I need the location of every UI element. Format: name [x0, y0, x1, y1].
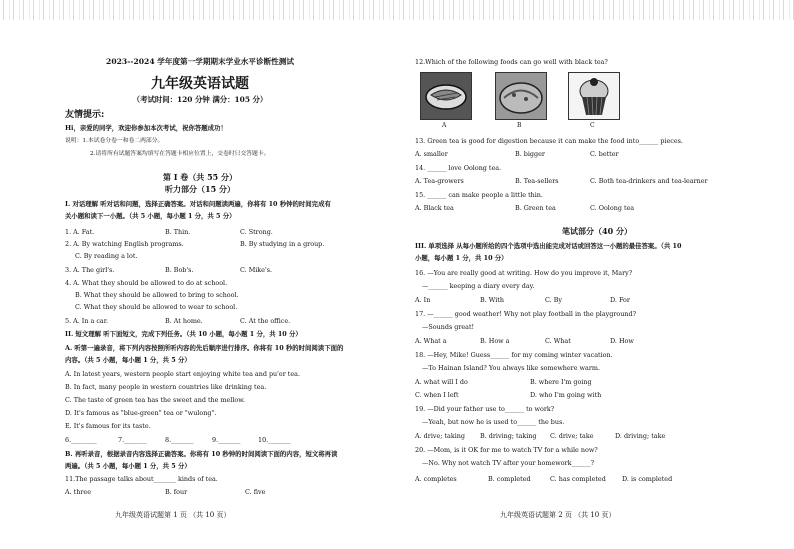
q13-stem: 13. Green tea is good for digestion because it can make the food into______ pieces. [415, 137, 683, 145]
q1-option-b: B. Thin. [165, 228, 191, 236]
q20-option-d: D. is completed [622, 475, 673, 483]
section-a-instructions-cont: 内容。（共 5 小题，每小题 1 分，共 5 分） [65, 356, 191, 364]
q17-reply: —Sounds great! [422, 323, 475, 331]
q20-option-b: B. completed [488, 475, 531, 483]
q11-option-b: B. four [165, 488, 188, 496]
blank-10[interactable]: 10._______ [258, 436, 291, 444]
q18-option-d: D. who I'm going with [530, 391, 602, 399]
q17-option-d: D. How [610, 337, 634, 345]
q12-stem: 12.Which of the following foods can go well with black tea? [415, 58, 608, 66]
q13-option-c: C. better [590, 150, 619, 158]
statement-e: E. It's famous for its taste. [65, 422, 151, 430]
tip-title: 友情提示: [65, 110, 105, 120]
section-1-instructions: I. 对话理解 听对话和问题，选择正确答案。对话和问题读两遍，你将有 10 秒钟的时间完成有 [65, 200, 331, 208]
listening-title: 听力部分（15 分） [165, 184, 235, 194]
q17-option-a: A. What a [415, 337, 447, 345]
q16-option-a: A. In [415, 296, 431, 304]
q20-option-c: C. has completed [550, 475, 606, 483]
q11-option-c: C. five [245, 488, 266, 496]
q13-option-a: A. smaller [415, 150, 448, 158]
q16-option-d: D. For [610, 296, 630, 304]
q19-option-b: B. driving; taking [480, 432, 537, 440]
q13-option-b: B. bigger [515, 150, 545, 158]
q14-stem: 14. ______ love Oolong tea. [415, 164, 502, 172]
footer-left: 九年级英语试题第 1 页 （共 10 页） [115, 511, 231, 519]
q16-stem: 16. —You are really good at writing. How do you improve it, Mary? [415, 269, 633, 277]
blank-8[interactable]: 8._______ [165, 436, 194, 444]
pic-label-b: B [517, 122, 522, 129]
q19-stem: 19. —Did your father use to______ to work? [415, 405, 555, 413]
q19-option-d: D. driving; take [615, 432, 666, 440]
footer-right: 九年级英语试题第 2 页 （共 10 页） [500, 511, 616, 519]
q17-stem: 17. —______ good weather! Why not play football in the playground? [415, 310, 636, 318]
q15-option-a: A. Black tea [415, 204, 454, 212]
q20-reply: —No. Why not watch TV after your homework______? [422, 459, 595, 467]
section-a-instructions: A. 听第一遍录音，将下列内容按照所听内容的先后顺序进行排序。你将有 10 秒的时间阅读下面的 [65, 344, 344, 352]
q4-option-c: C. What they should be allowed to wear to school. [75, 303, 238, 311]
q19-option-a: A. drive; taking [415, 432, 465, 440]
q3-option-b: B. Bob's. [165, 266, 194, 274]
q5-option-c: C. At the office. [240, 317, 291, 325]
q14-option-c: C. Both tea-drinkers and tea-learner [590, 177, 708, 185]
q14-option-a: A. Tea-growers [415, 177, 464, 185]
fish-picture [420, 72, 472, 120]
q1-option-a: 1. A. Fat. [65, 228, 95, 236]
statement-c: C. The taste of green tea has the sweet and the mellow. [65, 396, 245, 404]
exam-meta: （考试时间：120 分钟 满分：105 分） [132, 95, 268, 104]
q16-option-c: C. By [545, 296, 563, 304]
pic-label-a: A [442, 122, 447, 129]
q16-option-b: B. With [480, 296, 504, 304]
q5-option-a: 5. A. In a car. [65, 317, 109, 325]
q15-option-c: C. Oolong tea [590, 204, 635, 212]
q14-option-b: B. Tea-sellers [515, 177, 559, 185]
statement-d: D. It's famous as "blue-green" tea or "wulong". [65, 409, 217, 417]
section-3-instructions-cont: 小题，每小题 1 分，共 10 分） [415, 254, 508, 262]
section-b-instructions-cont: 两遍。（共 5 小题，每小题 1 分，共 5 分） [65, 462, 191, 470]
greeting: Hi，亲爱的同学，欢迎你参加本次考试，祝你答题成功！ [65, 124, 227, 132]
cupcake-picture [568, 72, 620, 120]
blank-6[interactable]: 6.________ [65, 436, 97, 444]
q4-option-a: 4. A. What they should be allowed to do at school. [65, 279, 228, 287]
blank-7[interactable]: 7._______ [118, 436, 147, 444]
q19-reply: —Yeah, but now he is used to______ the bus. [422, 418, 565, 426]
note-1: 说明：1.本试卷分卷一和卷二两部分。 [65, 138, 164, 144]
q15-option-b: B. Green tea [515, 204, 556, 212]
note-2: 2.请将所有试题答案均填写在答题卡相应位置上，交卷时只交答题卡。 [90, 151, 270, 157]
q1-option-c: C. Strong. [240, 228, 273, 236]
q11-option-a: A. three [65, 488, 91, 496]
q2-option-c: C. By reading a lot. [75, 252, 138, 260]
exam-title: 九年级英语试题 [151, 76, 249, 92]
q3-option-a: 3. A. The girl's. [65, 266, 115, 274]
statement-a: A. In latest years, western people start enjoying white tea and pu'er tea. [65, 370, 300, 378]
q18-reply: —To Hainan Island? You always like somewhere warm. [422, 364, 600, 372]
section-2-instructions: II. 短文理解 听下面短文，完成下列任务。（共 10 小题，每小题 1 分，共 10 分） [65, 330, 302, 338]
section-b-instructions: B. 再听录音，根据录音内容选择正确答案。你将有 10 秒钟的时间阅读下面的内容，短文将再读 [65, 450, 338, 458]
q4-option-b: B. What they should be allowed to bring to school. [75, 291, 239, 299]
q11-stem: 11.The passage talks about_______ kinds of tea. [65, 475, 218, 483]
written-section-title: 笔试部分（40 分） [562, 226, 632, 236]
bread-picture [495, 72, 547, 120]
page-right [400, 0, 794, 549]
statement-b: B. In fact, many people in western countries like drinking tea. [65, 383, 267, 391]
q17-option-b: B. How a [480, 337, 510, 345]
q18-option-b: B. where I'm going [530, 378, 592, 386]
q18-option-c: C. when I left [415, 391, 459, 399]
q2-option-a: 2. A. By watching English programs. [65, 240, 184, 248]
q20-option-a: A. completes [415, 475, 457, 483]
q16-reply: —______ keeping a diary every day. [422, 282, 535, 290]
volume-1-title: 第 I 卷（共 55 分） [162, 172, 237, 182]
section-1-instructions-cont: 关小题和读下一小题。（共 5 小题，每小题 1 分，共 5 分） [65, 212, 236, 220]
q2-option-b: B. By studying in a group. [240, 240, 325, 248]
q3-option-c: C. Mike's. [240, 266, 273, 274]
q5-option-b: B. At home. [165, 317, 203, 325]
q18-stem: 18. —Hey, Mike! Guess______ for my coming winter vacation. [415, 351, 613, 359]
q20-stem: 20. —Mom, is it OK for me to watch TV for a while now? [415, 446, 598, 454]
q17-option-c: C. What [545, 337, 571, 345]
q19-option-c: C. drive; take [550, 432, 594, 440]
section-3-instructions: III. 单项选择 从每小题所给的四个选项中选出能完成对话或回答这一小题的最佳答案。（共 10 [415, 242, 682, 250]
q15-stem: 15. ______ can make people a little thin. [415, 191, 543, 199]
blank-9[interactable]: 9._______ [212, 436, 241, 444]
exam-header: 2023--2024 学年度第一学期期末学业水平诊断性测试 [106, 57, 294, 66]
pic-label-c: C [590, 122, 595, 129]
q18-option-a: A. what will I do [415, 378, 468, 386]
